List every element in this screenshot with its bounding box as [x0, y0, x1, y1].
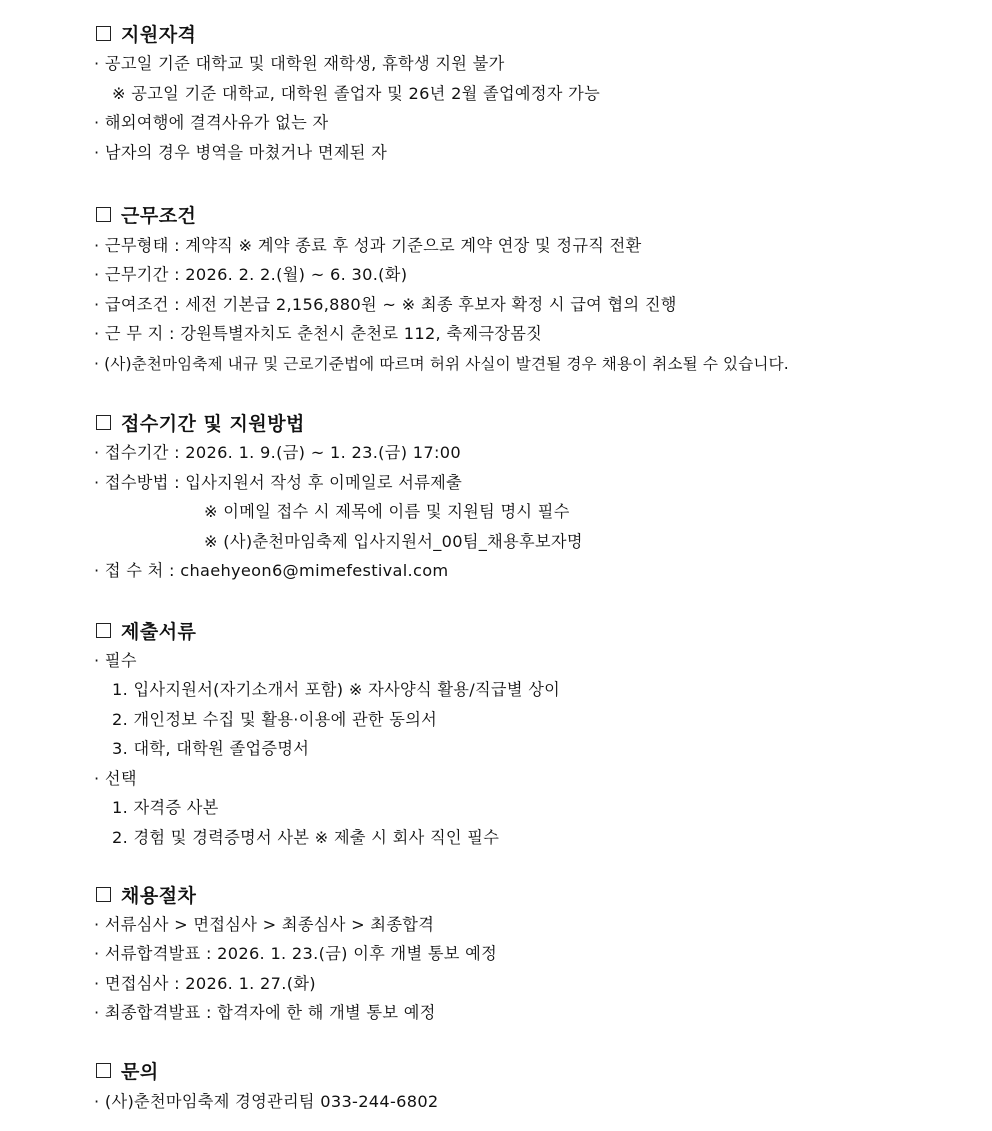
checkbox-square-icon — [96, 415, 111, 430]
section-title: 근무조건 — [121, 204, 197, 227]
work-condition-line: · 근무기간 : 2026. 2. 2.(월) ~ 6. 30.(화) — [94, 265, 408, 284]
application-line: · 접수기간 : 2026. 1. 9.(금) ~ 1. 23.(금) 17:00 — [94, 443, 461, 462]
section-heading-documents — [96, 617, 196, 643]
contact-line: · (사)춘천마임축제 경영관리팀 033-244-6802 — [94, 1092, 439, 1111]
qualification-line: · 공고일 기준 대학교 및 대학원 재학생, 휴학생 지원 불가 — [94, 54, 505, 73]
documents-group-label: · 필수 — [94, 651, 137, 670]
documents-item: 2. 개인정보 수집 및 활용·이용에 관한 동의서 — [112, 710, 438, 729]
documents-item: 3. 대학, 대학원 졸업증명서 — [112, 739, 310, 758]
section-heading-contact — [96, 1057, 159, 1083]
application-email-line: · 접 수 처 : chaehyeon6@mimefestival.com — [94, 561, 449, 580]
qualification-line: · 남자의 경우 병역을 마쳤거나 면제된 자 — [94, 143, 388, 162]
work-condition-line: · 급여조건 : 세전 기본급 2,156,880원 ~ ※ 최종 후보자 확정 시 급여 협의 진행 — [94, 295, 677, 314]
section-title: 접수기간 및 지원방법 — [121, 412, 305, 435]
work-condition-line: · (사)춘천마임축제 내규 및 근로기준법에 따르며 허위 사실이 발견될 경우 채용이 취소될 수 있습니다. — [94, 355, 789, 373]
section-heading-process — [96, 881, 196, 907]
application-note: ※ (사)춘천마임축제 입사지원서_00팀_채용후보자명 — [204, 532, 583, 551]
checkbox-square-icon — [96, 26, 111, 41]
checkbox-square-icon — [96, 623, 111, 638]
checkbox-square-icon — [96, 1063, 111, 1078]
checkbox-square-icon — [96, 207, 111, 222]
work-condition-line: · 근무형태 : 계약직 ※ 계약 종료 후 성과 기준으로 계약 연장 및 정규직 전환 — [94, 236, 642, 255]
application-note: ※ 이메일 접수 시 제목에 이름 및 지원팀 명시 필수 — [204, 502, 570, 521]
section-title: 제출서류 — [121, 620, 197, 643]
qualification-note: ※ 공고일 기준 대학교, 대학원 졸업자 및 26년 2월 졸업예정자 가능 — [112, 84, 601, 103]
documents-item: 1. 자격증 사본 — [112, 798, 219, 817]
process-line: · 최종합격발표 : 합격자에 한 해 개별 통보 예정 — [94, 1003, 436, 1022]
section-heading-work-conditions — [96, 201, 196, 227]
documents-item: 2. 경험 및 경력증명서 사본 ※ 제출 시 회사 직인 필수 — [112, 828, 500, 847]
section-heading-application — [96, 409, 305, 435]
checkbox-square-icon — [96, 887, 111, 902]
process-line: · 면접심사 : 2026. 1. 27.(화) — [94, 974, 316, 993]
process-line: · 서류심사 > 면접심사 > 최종심사 > 최종합격 — [94, 915, 435, 934]
application-line: · 접수방법 : 입사지원서 작성 후 이메일로 서류제출 — [94, 473, 463, 492]
qualification-line: · 해외여행에 결격사유가 없는 자 — [94, 113, 329, 132]
section-heading-qualifications — [96, 20, 196, 46]
section-title: 문의 — [121, 1060, 159, 1083]
work-condition-line: · 근 무 지 : 강원특별자치도 춘천시 춘천로 112, 축제극장몸짓 — [94, 324, 543, 343]
section-title: 지원자격 — [121, 23, 197, 46]
documents-item: 1. 입사지원서(자기소개서 포함) ※ 자사양식 활용/직급별 상이 — [112, 680, 561, 699]
documents-group-label: · 선택 — [94, 769, 137, 788]
section-title: 채용절차 — [121, 884, 197, 907]
process-line: · 서류합격발표 : 2026. 1. 23.(금) 이후 개별 통보 예정 — [94, 944, 498, 963]
